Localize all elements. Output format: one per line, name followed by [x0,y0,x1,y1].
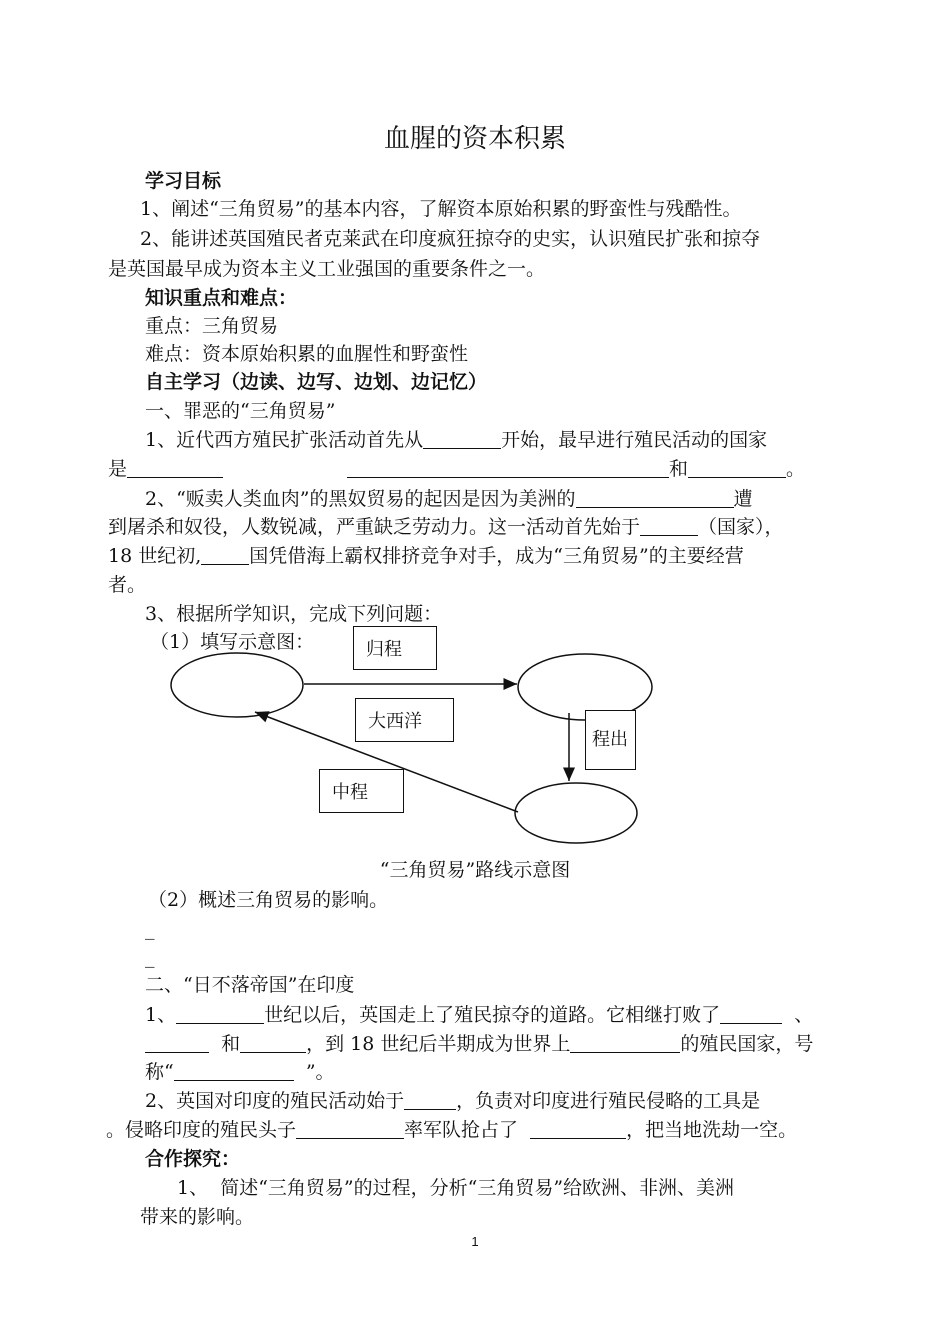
blank-mark[interactable]: _ [145,946,155,968]
s1-q3: 3、根据所学知识，完成下列问题： [145,603,443,625]
box-return: 归程 [353,626,437,670]
s2-q1-line3: 称“ ”。 [145,1061,335,1083]
difficult-point: 难点：资本原始积累的血腥性和野蛮性 [145,343,469,365]
key-points-heading: 知识重点和难点： [145,287,298,309]
s2-q1-line1: 1、 世纪以后，英国走上了殖民掠夺的道路。它相继打败了 、 [145,1004,814,1026]
blank-field[interactable] [145,1032,209,1053]
cooperation-q1-line1: 1、 简述“三角贸易”的过程，分析“三角贸易”给欧洲、非洲、美洲 [177,1177,735,1199]
self-study-heading: 自主学习（边读、边写、边划、边记忆） [145,371,488,393]
objective-2-line1: 2、能讲述英国殖民者克莱武在印度疯狂掠夺的史实，认识殖民扩张和掠夺 [140,228,761,250]
blank-field[interactable] [176,1003,264,1024]
objective-2-line2: 是英国最早成为资本主义工业强国的重要条件之一。 [108,258,546,280]
s1-q2-line1: 2、“贩卖人类血肉”的黑奴贸易的起因是因为美洲的 遭 [145,488,753,510]
objectives-heading: 学习目标 [145,170,222,192]
blank-mark[interactable]: _ [145,918,155,940]
page-number: 1 [471,1234,479,1249]
section2-title: 二、“日不落帝国”在印度 [145,974,355,996]
s1-q2-line2: 到屠杀和奴役，人数锐减，严重缺乏劳动力。这一活动首先始于 （国家）， [108,516,784,538]
s1-q1-line1: 1、近代西方殖民扩张活动首先从 开始，最早进行殖民活动的国家 [145,429,768,451]
s2-q2-line1: 2、英国对印度的殖民活动始于 ，负责对印度进行殖民侵略的工具是 [145,1090,761,1112]
box-atlantic: 大西洋 [355,698,454,742]
section1-title: 一、罪恶的“三角贸易” [145,400,336,422]
s2-q2-line2: 。侵略印度的殖民头子 率军队抢占了 ，把当地洗劫一空。 [106,1119,798,1141]
europe-node[interactable] [171,653,303,717]
s1-q1-line2: 是 和 。 [108,458,806,480]
objective-1: 1、阐述“三角贸易”的基本内容，了解资本原始积累的野蛮性与残酷性。 [140,198,742,220]
s2-q1-line2: 和 ，到 18 世纪后半期成为世界上 的殖民国家，号 [145,1031,813,1057]
s1-q3-1: （1）填写示意图： [150,631,315,653]
blank-field[interactable] [720,1003,782,1024]
page-title: 血腥的资本积累 [383,124,566,154]
s1-q2-line4: 者。 [108,574,147,596]
america-node[interactable] [515,783,637,843]
key-point: 重点：三角贸易 [145,315,279,337]
diagram-caption: “三角贸易”路线示意图 [379,859,571,881]
box-middle: 中程 [319,769,404,813]
blank-field[interactable] [240,1032,306,1053]
s1-q3-2: （2）概述三角贸易的影响。 [148,889,389,911]
blank-field[interactable] [174,1060,294,1081]
blank-field[interactable] [296,1118,404,1139]
blank-field[interactable] [404,1089,456,1110]
blank-field[interactable] [570,1032,680,1053]
cooperation-heading: 合作探究： [145,1148,241,1170]
s1-q2-line3: 18 世纪初, 国凭借海上霸权排挤竞争对手，成为“三角贸易”的主要经营 [108,545,744,567]
cooperation-q1-line2: 带来的影响。 [140,1206,255,1228]
box-outbound: 程出 [585,710,636,770]
blank-field[interactable] [530,1118,626,1139]
